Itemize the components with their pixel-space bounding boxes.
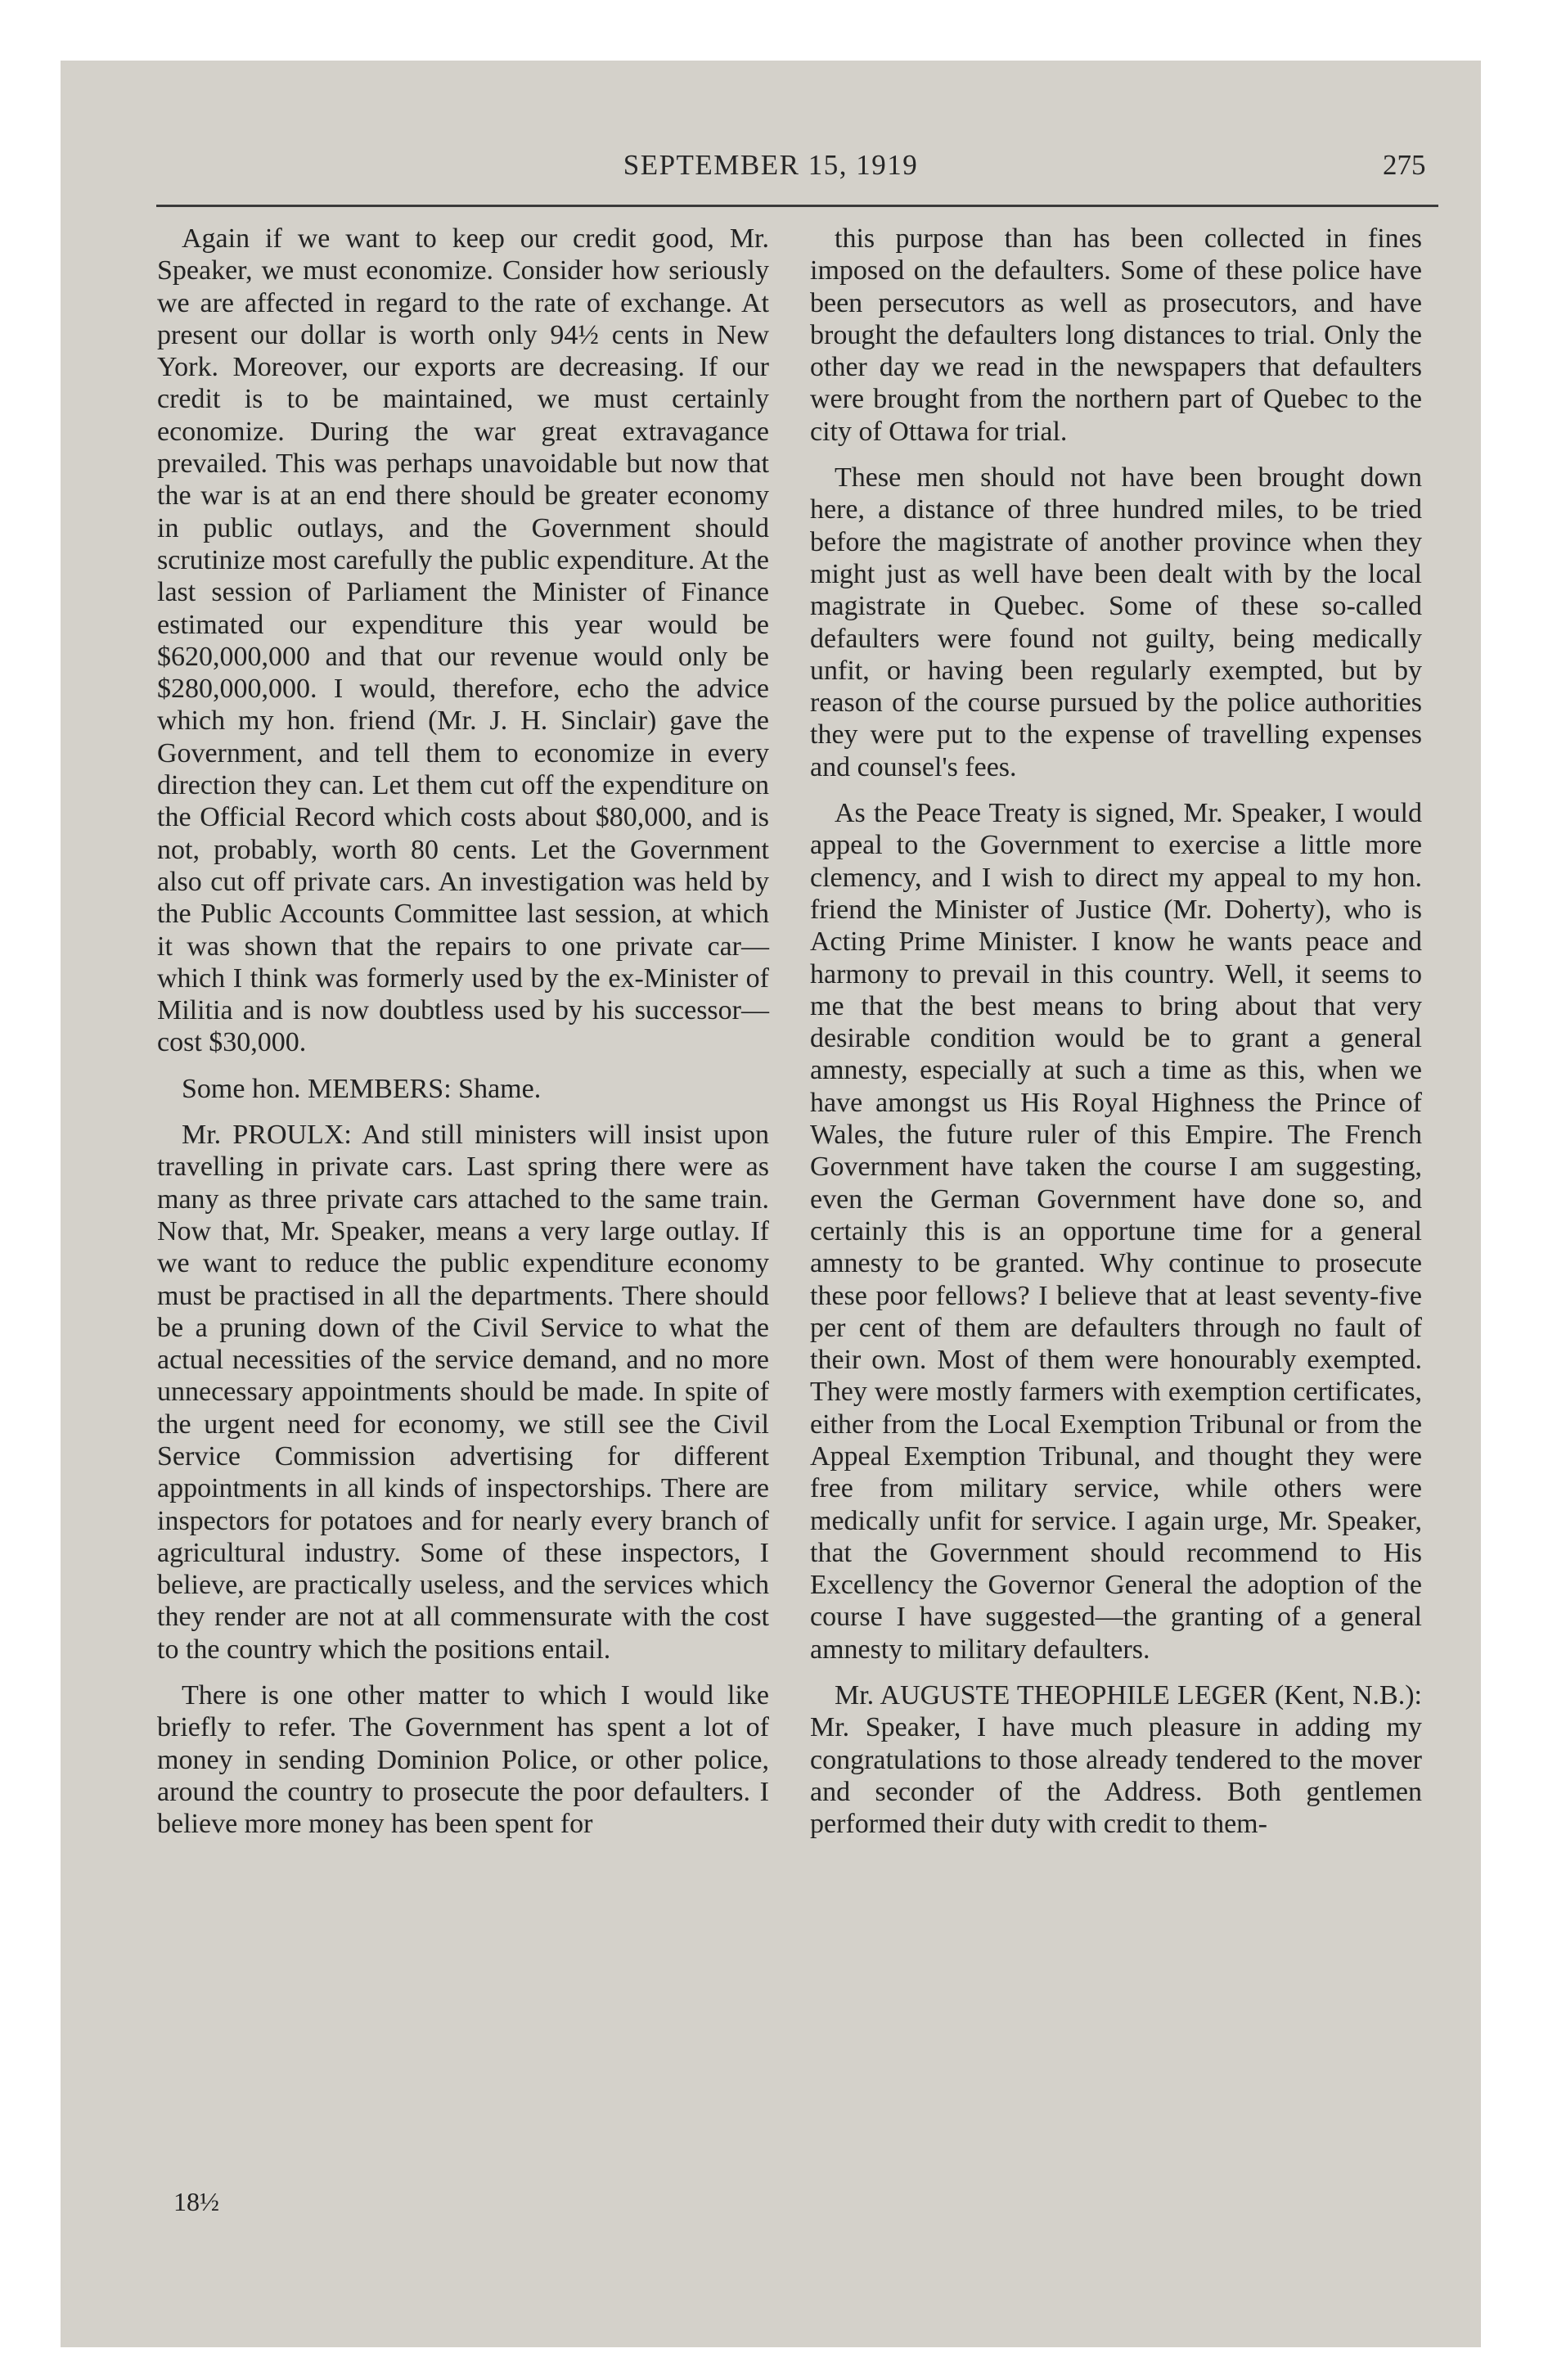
printed-page (61, 61, 1481, 2347)
paragraph: Again if we want to keep our credit good, Mr. Speaker, we must economize. Consider how seriously we are affected in regard to the rate of exchange. At present our dollar is worth only 94½ cents in New York. Moreover, our exports are decreasing. If our credit is to be maintained, we must certainly economize. During the war great extravagance prevailed. This was perhaps unavoidable but now that the war is at an end there should be greater economy in public outlays, and the Government should scrutinize most carefully the public expenditure. At the last session of Parliament the Minister of Finance estimated our expenditure this year would be $620,000,000 and that our revenue would only be $280,000,000. I would, therefore, echo the advice which my hon. friend (Mr. J. H. Sinclair) gave the Government, and tell them to economize in every direction they can. Let them cut off the expenditure on the Official Record which costs about $80,000, and is not, probably, worth 80 cents. Let the Government also cut off private cars. An investigation was held by the Public Accounts Committee last session, at which it was shown that the repairs to one private car—which I think was formerly used by the ex-Minister of Militia and is now doubtless used by his successor—cost $30,000. (157, 223, 769, 1058)
left-column (157, 223, 769, 1855)
paragraph: Mr. AUGUSTE THEOPHILE LEGER (Kent, N.B.): Mr. Speaker, I have much pleasure in adding my congratulations to those already tendered to the mover and seconder of the Address. Both gentlemen performed their duty with credit to them- (810, 1680, 1422, 1840)
paragraph: Mr. PROULX: And still ministers will insist upon travelling in private cars. Last spring there were as many as three private cars attached to the same train. Now that, Mr. Speaker, means a very large outlay. If we want to reduce the public expenditure economy must be practised in all the departments. There should be a pruning down of the Civil Service to what the actual necessities of the service demand, and no more unnecessary appointments should be made. In spite of the urgent need for economy, we still see the Civil Service Commission advertising for different appointments in all kinds of inspectorships. There are inspectors for potatoes and for nearly every branch of agricultural industry. Some of these inspectors, I believe, are practically useless, and the services which they render are not at all commensurate with the cost to the country which the positions entail. (157, 1120, 769, 1665)
paragraph: There is one other matter to which I would like briefly to refer. The Government has spent a lot of money in sending Dominion Police, or other police, around the country to prosecute the poor defaulters. I believe more money has been spent for (157, 1680, 769, 1840)
paragraph: As the Peace Treaty is signed, Mr. Speaker, I would appeal to the Government to exercise a little more clemency, and I wish to direct my appeal to my hon. friend the Minister of Justice (Mr. Doherty), who is Acting Prime Minister. I know he wants peace and harmony to prevail in this country. Well, it seems to me that the best means to bring about that very desirable condition would be to grant a general amnesty, especially at such a time as this, when we have amongst us His Royal Highness the Prince of Wales, the future ruler of this Empire. The French Government have taken the course I am suggesting, even the German Government have done so, and certainly this is an opportune time for a general amnesty to be granted. Why continue to prosecute these poor fellows? I believe that at least seventy-five per cent of them are defaulters through no fault of their own. Most of them were honourably exempted. They were mostly farmers with exemption certificates, either from the Local Exemption Tribunal or from the Appeal Exemption Tribunal, and thought they were free from military service, while others were medically unfit for service. I again urge, Mr. Speaker, that the Government should recommend to His Excellency the Governor General the adoption of the course I have suggested—the granting of a general amnesty to military defaulters. (810, 798, 1422, 1665)
page-number: 275 (1383, 149, 1426, 181)
paragraph: These men should not have been brought down here, a distance of three hundred miles, to be tried before the magistrate of another province when they might just as well have been dealt with by the local magistrate in Quebec. Some of these so-called defaulters were found not guilty, being medically unfit, or having been regularly exempted, but by reason of the course pursued by the police authorities they were put to the expense of travelling expenses and counsel's fees. (810, 462, 1422, 782)
paragraph: this purpose than has been collected in fines imposed on the defaulters. Some of these police have been persecutors as well as prosecutors, and have brought the defaulters long distances to trial. Only the other day we read in the newspapers that defaulters were brought from the northern part of Quebec to the city of Ottawa for trial. (810, 223, 1422, 447)
paragraph: Some hon. MEMBERS: Shame. (182, 1073, 542, 1104)
page-header-date: SEPTEMBER 15, 1919 (623, 149, 919, 181)
signature-mark: 18½ (173, 2187, 219, 2216)
right-column (810, 223, 1422, 1855)
header-rule (156, 205, 1438, 207)
